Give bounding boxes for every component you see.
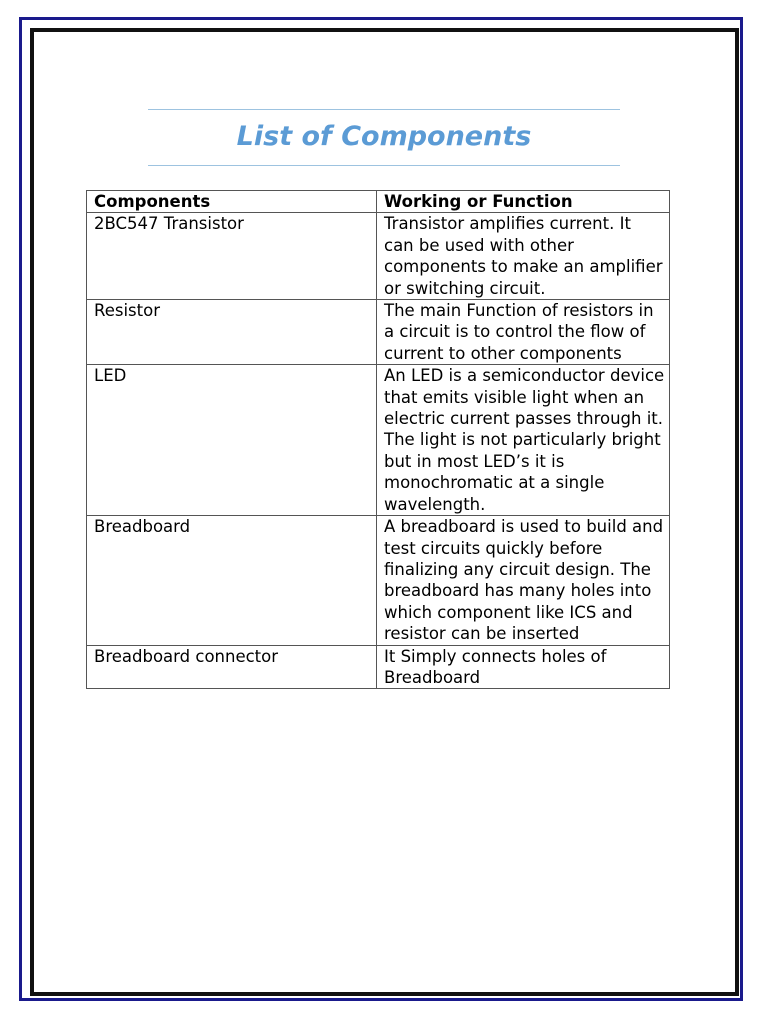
component-function-cell: Transistor amplifies current. It can be used with other components to make an amplifier or switching circuit.	[377, 213, 670, 300]
component-function-cell: It Simply connects holes of Breadboard	[377, 645, 670, 689]
column-header-components: Components	[87, 191, 377, 213]
component-name-cell: 2BC547 Transistor	[87, 213, 377, 300]
table-row	[87, 300, 670, 365]
component-name-cell: Resistor	[87, 300, 377, 365]
component-function-cell: The main Function of resistors in a circuit is to control the flow of current to other components	[377, 300, 670, 365]
title-rule-bottom	[148, 165, 620, 166]
component-name-cell: LED	[87, 365, 377, 516]
table-row	[87, 213, 670, 300]
component-function-cell: An LED is a semiconductor device that emits visible light when an electric current passes through it. The light is not particularly bright but in most LED’s it is monochromatic at a single wavelength.	[377, 365, 670, 516]
table-row	[87, 516, 670, 645]
table-row	[87, 365, 670, 516]
component-function-cell: A breadboard is used to build and test circuits quickly before finalizing any circuit design. The breadboard has many holes into which component like ICS and resistor can be inserted	[377, 516, 670, 645]
component-name-cell: Breadboard connector	[87, 645, 377, 689]
table-header-row	[87, 191, 670, 213]
page-title: List of Components	[236, 121, 532, 152]
table-row	[87, 645, 670, 689]
column-header-function: Working or Function	[377, 191, 670, 213]
title-rule-top	[148, 109, 620, 110]
component-name-cell: Breadboard	[87, 516, 377, 645]
components-table	[86, 190, 670, 689]
